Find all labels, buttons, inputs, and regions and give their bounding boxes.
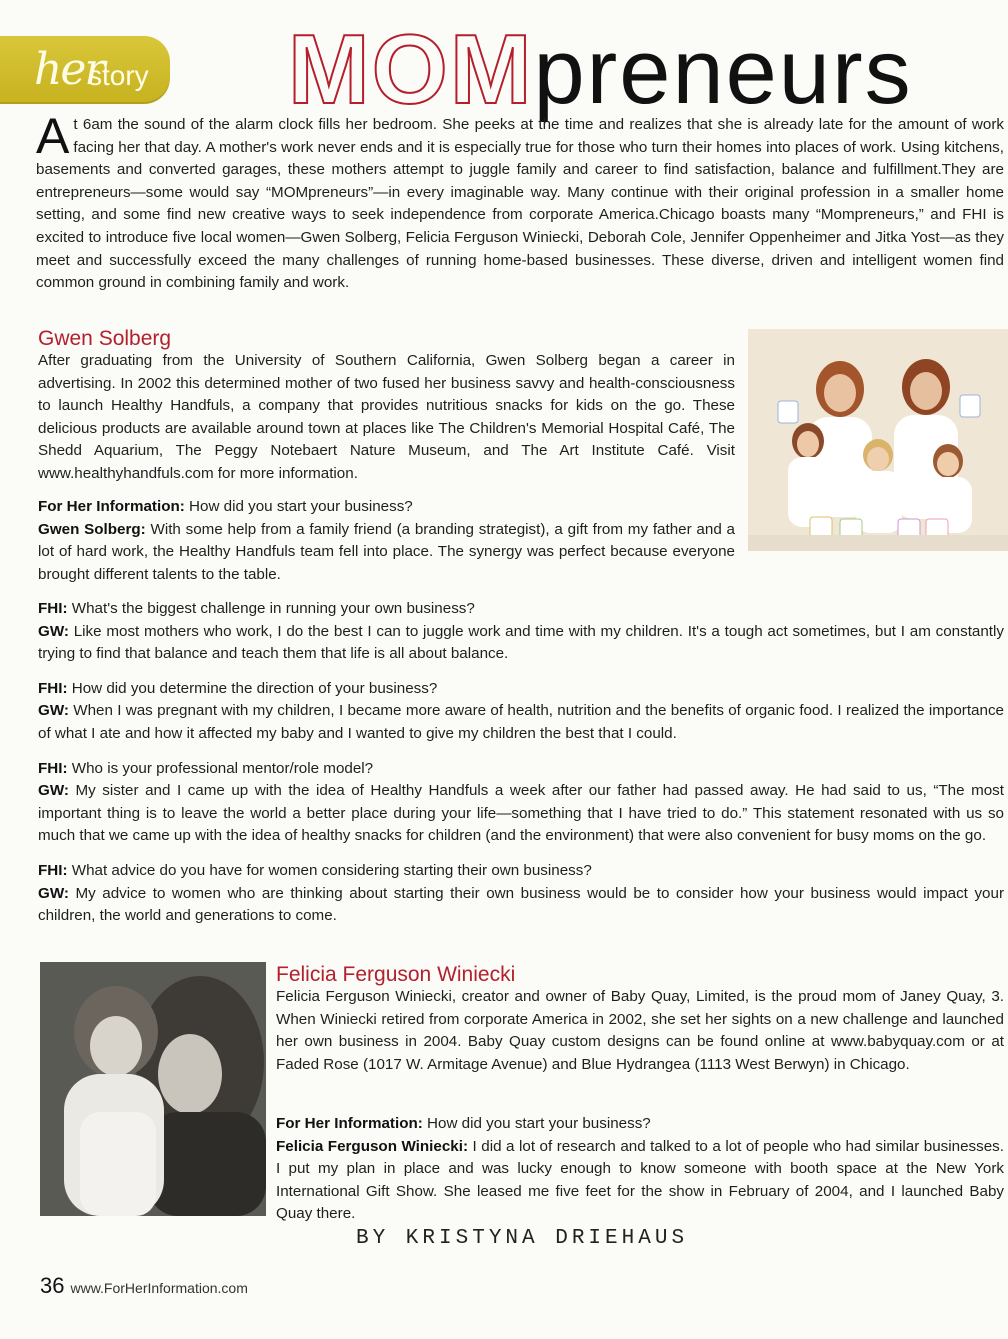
intro-text: t 6am the sound of the alarm clock fills her bedroom. She peeks at the time and realizes that she is already late for the amount of work facing her that day. A mother's work never ends and it is especially true for those who turn their homes into places of work. Using kitchens, basements and converted garages, these mothers attempt to juggle family and career to find satisfaction, balance and fulfillment.They are entrepreneurs—some would say “MOMpreneurs”—in every imaginable way. Many continue with their original profession in a smaller home setting, and some find new creative ways to seek independence from corporate America.Chicago boasts many “Mompreneurs,” and FHI is excited to introduce five local women—Gwen Solberg, Felicia Ferguson Winiecki, Deborah Cole, Jennifer Oppenheimer and Jitka Yost—as they meet and successfully exceed the many challenges of running home-based businesses. These diverse, driven and intelligent women find common ground in combining family and work. bbox=[36, 116, 1004, 292]
qa-answer-text: When I was pregnant with my children, I became more aware of health, nutrition and the benefits of organic food. I realized the importance of what I ate and how it affected my baby and I wanted to give my children the best that I could. bbox=[38, 702, 1004, 742]
felicia-bio: Felicia Ferguson Winiecki, creator and owner of Baby Quay, Limited, is the proud mom of Janey Quay, 3. When Winiecki retired from corporate America in 2002, she set her sights on a new challenge and launched her own business in 2004. Baby Quay custom designs can be found online at www.babyquay.com or at Faded Rose (1017 W. Armitage Avenue) and Blue Hydrangea (1113 West Berwyn) in Chicago. bbox=[276, 988, 1004, 1073]
qa-answer-label: GW: bbox=[38, 622, 69, 640]
qa-item bbox=[38, 860, 1004, 928]
qa-question-text: Who is your professional mentor/role model? bbox=[67, 759, 374, 777]
page-number: 36 bbox=[40, 1273, 65, 1298]
qa-question-label: For Her Information: bbox=[276, 1115, 423, 1132]
qa-question-text: What's the biggest challenge in running your own business? bbox=[67, 600, 475, 617]
gwen-qa-list bbox=[38, 598, 1004, 940]
qa-question-text: What advice do you have for women considering starting their own business? bbox=[67, 861, 592, 879]
section-tab bbox=[0, 36, 170, 104]
qa-answer-label: GW: bbox=[38, 702, 69, 720]
qa-question-label: FHI: bbox=[38, 679, 68, 697]
qa-answer-text: My advice to women who are thinking about starting their own business would be to consider how your business would impact your children, the world and generations to come. bbox=[38, 884, 1004, 925]
page-footer bbox=[40, 1273, 248, 1299]
qa-question-text: How did you start your business? bbox=[422, 1115, 651, 1132]
qa-answer-label: GW: bbox=[38, 884, 69, 902]
qa-answer-text: I did a lot of research and talked to a lot of people who had similar businesses. I put my plan in place and was lucky enough to know someone with booth space at the New York International Gift Show. She leased me five feet for the show in February of 2004, and I launched Baby Quay there. bbox=[276, 1137, 1004, 1223]
section-tab-story: story bbox=[88, 60, 149, 91]
title-mom: MOM bbox=[288, 14, 534, 124]
qa-question-text: How did you start your business? bbox=[184, 498, 413, 515]
gwen-family-photo bbox=[748, 329, 1008, 551]
gwen-heading: Gwen Solberg bbox=[38, 327, 172, 350]
byline: BY KRISTYNA DRIEHAUS bbox=[356, 1227, 689, 1250]
felicia-heading: Felicia Ferguson Winiecki bbox=[276, 963, 516, 986]
qa-question-label: FHI: bbox=[38, 861, 68, 879]
intro-paragraph bbox=[36, 108, 1004, 295]
qa-answer-label: Felicia Ferguson Winiecki: bbox=[276, 1137, 469, 1155]
qa-question-label: For Her Information: bbox=[38, 498, 185, 515]
qa-question bbox=[38, 496, 735, 586]
page-title bbox=[288, 14, 913, 128]
felicia-daughter-photo bbox=[40, 962, 266, 1216]
felicia-qa bbox=[276, 1113, 1004, 1238]
gwen-qa-first bbox=[38, 496, 735, 598]
qa-item bbox=[38, 758, 1004, 848]
qa-item bbox=[38, 678, 1004, 746]
qa-question-text: How did you determine the direction of your business? bbox=[67, 679, 438, 697]
section-tab-her: her bbox=[34, 44, 104, 95]
qa-question-label: FHI: bbox=[38, 759, 68, 777]
qa-answer-text: My sister and I came up with the idea of Healthy Handfuls a week after our father had passed away. He had said to us, “The most important thing is to leave the world a better place during your life—something that I have tried to do.” This statement resonated with us so much that we came up with the idea of healthy snacks for children (and the environment) that were also convenient for busy moms on the go. bbox=[38, 782, 1004, 845]
felicia-photo-illustration bbox=[40, 962, 266, 1216]
qa-item bbox=[276, 1113, 1004, 1226]
qa-answer-text: Like most mothers who work, I do the best I can to juggle work and time with my children. It's a tough act sometimes, but I am constantly trying to find that balance and teach them that life is all about balance. bbox=[38, 622, 1004, 663]
gwen-family-illustration bbox=[748, 329, 1008, 551]
drop-cap: A bbox=[36, 108, 70, 164]
title-preneurs: preneurs bbox=[533, 21, 913, 123]
qa-answer-label: GW: bbox=[38, 782, 69, 800]
qa-item bbox=[38, 598, 1004, 666]
footer-url: www.ForHerInformation.com bbox=[70, 1280, 248, 1296]
qa-question-label: FHI: bbox=[38, 600, 68, 617]
qa-answer-text: With some help from a family friend (a branding strategist), a gift from my father and a lot of hard work, the Healthy Handfuls team fell into place. The synergy was perfect because everyone brought different talents to the table. bbox=[38, 520, 735, 583]
qa-answer-label: Gwen Solberg: bbox=[38, 520, 146, 538]
gwen-bio: After graduating from the University of Southern California, Gwen Solberg began a career in advertising. In 2002 this determined mother of two fused her business savvy and health-consciousness to launch Healthy Handfuls, a company that provides nutritious snacks for kids on the go. These delicious products are available around town at places like The Children's Memorial Hospital Café, The Shedd Aquarium, The Peggy Notebaert Nature Museum, and The Art Institute Café. Visit www.healthyhandfuls.com for more information. bbox=[38, 352, 735, 482]
